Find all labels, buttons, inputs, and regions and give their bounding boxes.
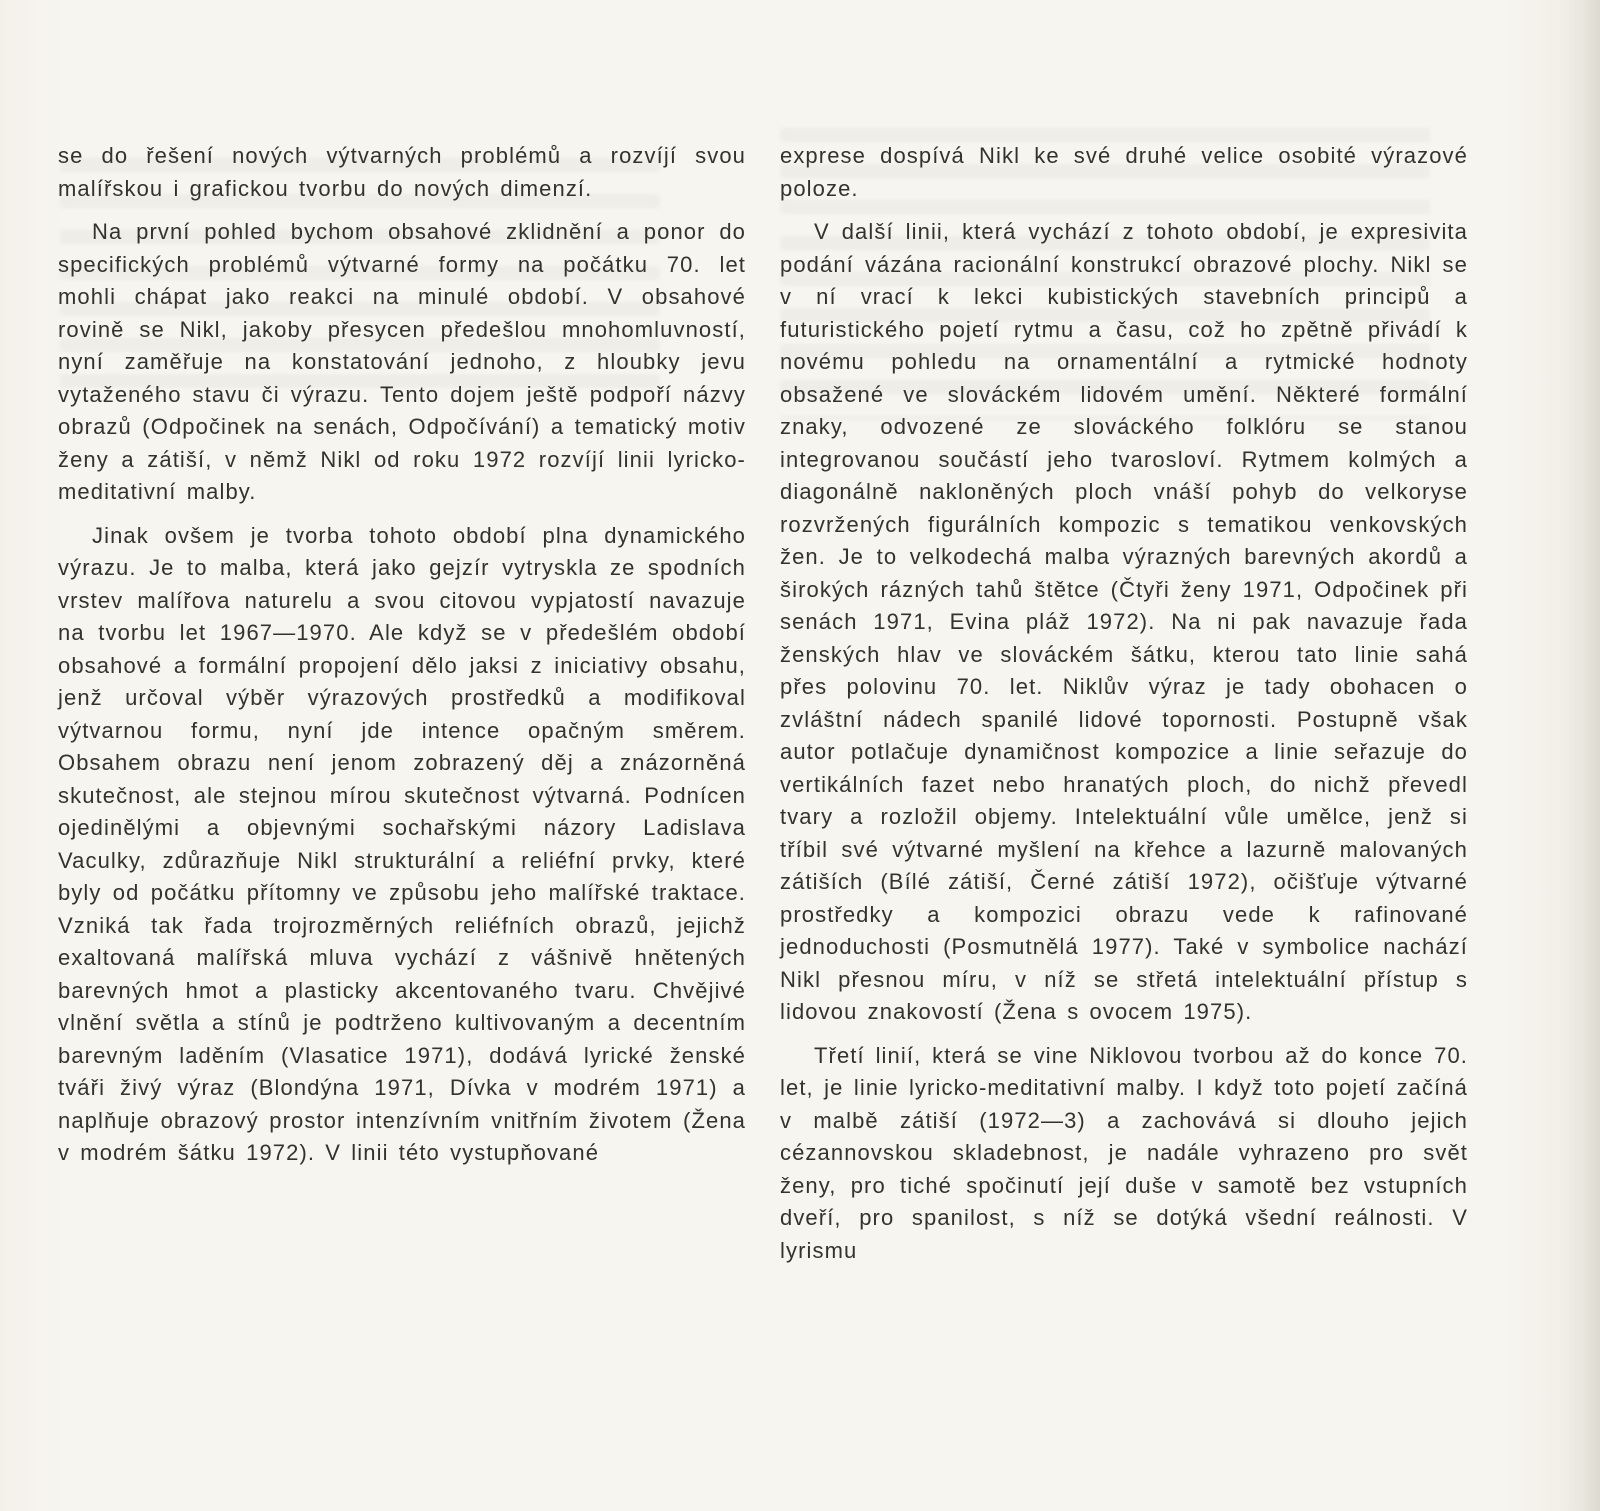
paragraph: exprese dospívá Nikl ke své druhé velice osobité výrazové poloze. [780,143,1468,201]
paragraph: V další linii, která vychází z tohoto období, je expresivita podání vázána racionální konstrukcí obrazové plochy. Nikl se v ní vrací k lekci kubistických stavebních principů a futuristického pojetí rytmu a času, což ho zpětně přivádí k novému pohledu na ornamentální a rytmické hodnoty obsažené ve slováckém lidovém umění. Některé formální znaky, odvozené ze slováckého folklóru se stanou integrovanou součástí jeho tvarosloví. Rytmem kolmých a diagonálně nakloněných ploch vnáší pohyb do velkoryse rozvržených figurálních kompozic s tematikou venkovských žen. Je to velkodechá malba výrazných barevných akordů a širokých rázných tahů štětce (Čtyři ženy 1971, Odpočinek při senách 1971, Evina pláž 1972). Na ni pak navazuje řada ženských hlav ve slováckém šátku, kterou tato linie sahá přes polovinu 70. let. Niklův výraz je tady obohacen o zvláštní nádech spanilé lidové topornosti. Postupně však autor potlačuje dynamičnost kompozice a linie seřazuje do vertikálních fazet nebo hranatých ploch, do nichž převedl tvary a rozložil objemy. Intelektuální vůle umělce, jenž si tříbil své výtvarné myšlení na křehce a lazurně malovaných zátiších (Bílé zátiší, Černé zátiší 1972), očišťuje výtvarné prostředky a kompozici obrazu vede k rafinované jednoduchosti (Posmutnělá 1977). Také v symbolice nachází Nikl přesnou míru, v níž se střetá intelektuální přístup s lidovou znakovostí (Žena s ovocem 1975). [780,219,1468,1024]
paragraph: Na první pohled bychom obsahové zklidnění a ponor do specifických problémů výtvarné formy na počátku 70. let mohli chápat jako reakci na minulé období. V obsahové rovině se Nikl, jakoby přesycen předešlou mnohomluvností, nyní zaměřuje na konstatování jednoho, z hloubky jevu vytaženého stavu či výrazu. Tento dojem ještě podpoří názvy obrazů (Odpočinek na senách, Odpočívání) a tematický motiv ženy a zátiší, v němž Nikl od roku 1972 rozvíjí linii lyricko-meditativní malby. [58,219,746,504]
paragraph: se do řešení nových výtvarných problémů a rozvíjí svou malířskou i grafickou tvorbu do nových dimenzí. [58,143,746,201]
left-column [58,140,746,1278]
paragraph: Třetí linií, která se vine Niklovou tvorbou až do konce 70. let, je linie lyricko-meditativní malby. I když toto pojetí začíná v malbě zátiší (1972—3) a zachovává si dlouho jejich cézannovskou skladebnost, je nadále vyhrazeno pro svět ženy, pro tiché spočinutí její duše v samotě bez vstupních dveří, pro spanilost, s níž se dotýká všední reálnosti. V lyrismu [780,1042,1468,1263]
right-column [780,140,1468,1278]
paragraph: Jinak ovšem je tvorba tohoto období plna dynamického výrazu. Je to malba, která jako gejzír vytryskla ze spodních vrstev malířova naturelu a svou citovou vypjatostí navazuje na tvorbu let 1967—1970. Ale když se v předešlém období obsahové a formální propojení dělo jaksi z iniciativy obsahu, jenž určoval výběr výrazových prostředků a modifikoval výtvarnou formu, nyní jde intence opačným směrem. Obsahem obrazu není jenom zobrazený děj a znázorněná skutečnost, ale stejnou mírou skutečnost výtvarná. Podnícen ojedinělými a objevnými sochařskými názory Ladislava Vaculky, zdůrazňuje Nikl strukturální a reliéfní prvky, které byly od počátku přítomny ve způsobu jeho malířské traktace. Vzniká tak řada trojrozměrných reliéfních obrazů, jejichž exaltovaná malířská mluva vychází z vášnivě hnětených barevných hmot a plasticky akcentovaného tvaru. Chvějivé vlnění světla a stínů je podtrženo kultivovaným a decentním barevným laděním (Vlasatice 1971), dodává lyrické ženské tváři živý výraz (Blondýna 1971, Dívka v modrém 1971) a naplňuje obrazový prostor intenzívním vnitřním životem (Žena v modrém šátku 1972). V linii této vystupňované [58,522,746,1165]
